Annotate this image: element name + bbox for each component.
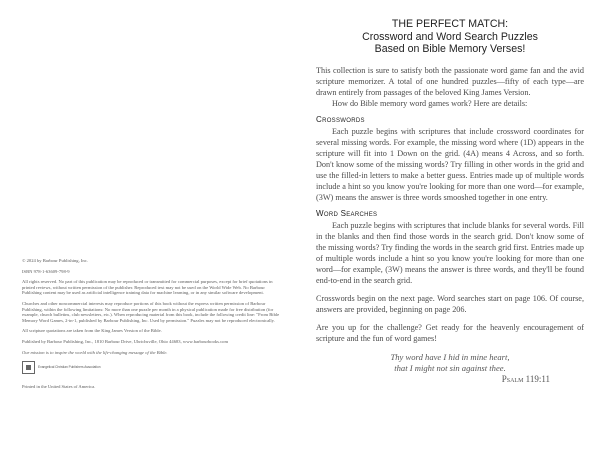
title-line-1: THE PERFECT MATCH:: [391, 18, 509, 30]
title-line-3: Based on Bible Memory Verses!: [374, 43, 526, 55]
introduction-page: [316, 0, 584, 385]
printed-in: Printed in the United States of America.: [22, 384, 96, 390]
quote-line-2: that I might not sin against thee.: [394, 362, 506, 373]
rights-notice: All rights reserved. No part of this publication may be reproduced or transmitted for commercial purposes, except for brief quotations in printed reviews, without written permission of the publisher. Reproduced text may not be used on the World Wide Web. No Barbour Publishing content may be used as artificial intelligence training data for machine learning, or in any similar software development.: [22, 279, 273, 296]
word-searches-heading: Word Searches: [316, 208, 378, 218]
quote-reference: Psalm 119:11: [501, 373, 550, 384]
scripture-notice: All scripture quotations are taken from the King James Version of the Bible.: [22, 328, 162, 334]
crosswords-heading: Crosswords: [316, 114, 365, 124]
church-permission: Churches and other noncommercial interests may reproduce portions of this book without the express written permission of Barbour Publishing, within the following limitations: No more than one puzzle per month in a physical publication made for free distribution (for example, church bulletins, club newsletters, etc.). When reproducing material from this book, include the following credit line: "From Bible Memory Word Games, 2-in-1, published by Barbour Publishing, Inc. Used by permission." Puzzles may not be reproduced electronically.: [22, 300, 280, 323]
mission-statement: Our mission is to inspire the world with the life-changing message of the Bible.: [22, 349, 168, 355]
title-line-2: Crossword and Word Search Puzzles: [362, 30, 538, 43]
page-title: [316, 18, 584, 56]
intro-question: How do Bible memory word games work? Here are details:: [332, 98, 528, 108]
word-searches-text: Each puzzle begins with scriptures that include blanks for several words. Fill in the blanks and then find those words in the search grid. Don't know some of the missing words? Try finding the words in the search grid first. Entries made up of multiple words include a hint so you know you're looking for more than one word—for example, (3W) means the answer is three words, and they'll be found end-to-end in the search grid.: [316, 220, 584, 285]
ecpa-logo-text: Evangelical Christian Publishers Association: [38, 364, 101, 369]
intro-body: [316, 65, 584, 344]
intro-paragraph: This collection is sure to satisfy both the passionate word game fan and the avid scripture memorizer. A total of one hundred puzzles—fifty of each type—are drawn entirely from passages of the beloved King James Version.: [316, 65, 584, 97]
closing-paragraph-1: Crosswords begin on the next page. Word searches start on page 106. Of course, answers are provided, beginning on page 206.: [316, 293, 584, 314]
isbn: ISBN 978-1-63609-798-9: [22, 268, 70, 274]
ecpa-logo: [22, 361, 280, 374]
closing-paragraph-2: Are you up for the challenge? Get ready for the heavenly encouragement of scripture and the fun of word games!: [316, 322, 584, 343]
quote-line-1: Thy word have I hid in mine heart,: [390, 351, 510, 362]
ecpa-logo-icon: [22, 361, 35, 374]
crosswords-text: Each puzzle begins with scriptures that include crossword coordinates for several missing words. For example, the missing word where (1D) appears in the scripture will fit into 1 Down on the grid. (4A) means 4 Across, and so forth. Don't know some of the missing words? Try filling in other words in the grid and use the filled-in letters to make a better guess. Entries made up of multiple words include a hint so you know you're looking for more than one word—for example, (3W) means the answer is three words smooshed together in one entry.: [316, 126, 584, 202]
scripture-quote: [316, 352, 584, 385]
publisher-info: Published by Barbour Publishing, Inc., 1810 Barbour Drive, Uhrichsville, Ohio 44683, www.barbourbooks.com: [22, 338, 229, 344]
copyright-page: [22, 258, 280, 395]
copyright-line: © 2024 by Barbour Publishing, Inc.: [22, 258, 88, 263]
